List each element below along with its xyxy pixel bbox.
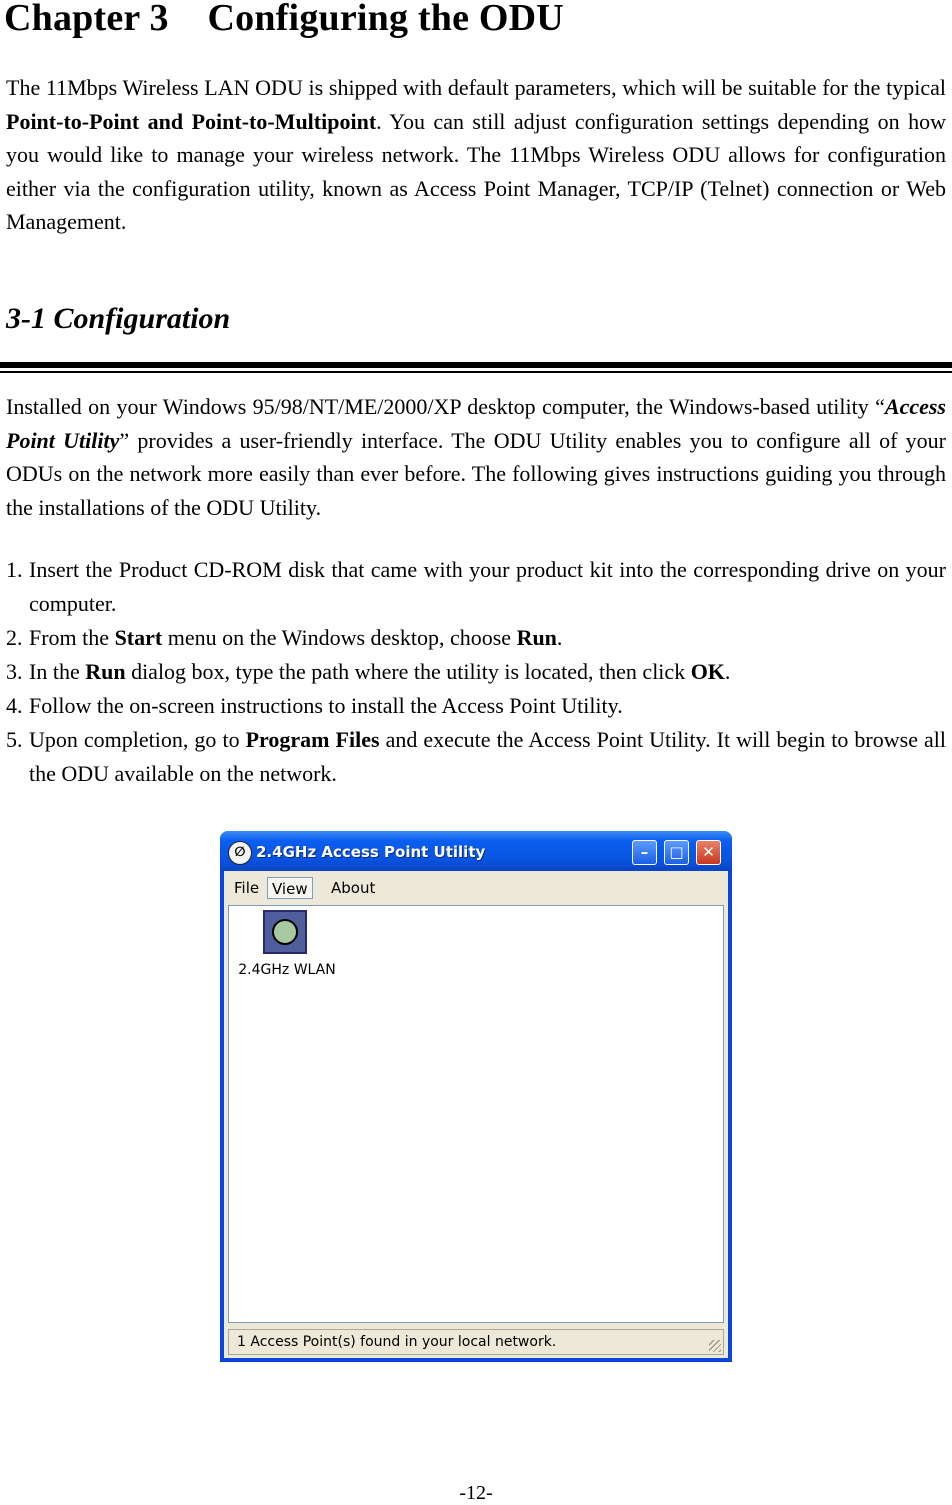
step-text: In the xyxy=(29,659,86,684)
step-text: . xyxy=(556,625,563,650)
step-number: 2. xyxy=(6,625,23,650)
section-heading: 3-1 Configuration xyxy=(6,302,231,335)
status-bar xyxy=(228,1329,724,1355)
resize-grip-icon[interactable] xyxy=(709,1340,721,1352)
step-bold: Run xyxy=(516,625,557,650)
step-text: Follow the on-screen instructions to install the Access Point Utility. xyxy=(29,693,623,718)
step-item xyxy=(6,621,946,655)
menu-about[interactable]: About xyxy=(331,879,376,897)
intro-bold-term: Point-to-Point and Point-to-Multipoint xyxy=(6,108,377,134)
intro-text-2: . You can still adjust configuration settings depending on how you would like to manage your wireless network. The 11Mbps Wireless ODU allows for configuration either via the configuration utility, known as Access Point Manager, TCP/IP (Telnet) connection or Web Management. xyxy=(6,108,946,235)
window-client-area xyxy=(224,871,728,1358)
install-steps-list xyxy=(6,553,946,791)
minimize-button[interactable]: – xyxy=(632,840,657,865)
step-text: From the xyxy=(29,625,115,650)
menu-view[interactable]: View xyxy=(267,877,313,899)
menu-file[interactable]: File xyxy=(234,879,260,897)
step-text: and execute the Access Point Utility. It will begin to browse all the ODU available on the network. xyxy=(29,727,946,786)
step-item xyxy=(6,655,946,689)
section-rule-thin xyxy=(0,371,952,373)
intro-text-1: The 11Mbps Wireless LAN ODU is shipped with default parameters, which will be suitable for the typical xyxy=(6,75,946,100)
access-point-label[interactable]: 2.4GHz WLAN xyxy=(238,962,336,978)
status-text: 1 Access Point(s) found in your local network. xyxy=(237,1334,557,1350)
chapter-number: Chapter 3 xyxy=(4,0,169,39)
step-item xyxy=(6,723,946,791)
step-text: Upon completion, go to xyxy=(29,727,246,752)
menu-bar xyxy=(224,871,728,903)
maximize-button[interactable]: □ xyxy=(664,840,689,865)
step-item xyxy=(6,553,946,621)
step-item xyxy=(6,689,946,723)
chapter-title: Configuring the ODU xyxy=(207,0,564,39)
step-bold: Run xyxy=(85,659,126,684)
step-number: 4. xyxy=(6,693,23,718)
step-number: 1. xyxy=(6,557,23,582)
step-number: 5. xyxy=(6,727,23,752)
utility-name: Access Point Utility xyxy=(6,394,946,453)
step-bold: Program Files xyxy=(245,727,380,752)
step-text: Insert the Product CD-ROM disk that came with your product kit into the corresponding drive on your computer. xyxy=(29,557,946,616)
section-rule-thick xyxy=(0,362,952,368)
install-text-2: ” provides a user-friendly interface. The ODU Utility enables you to configure all of your ODUs on the network more easily than ever before. The following gives instructions guiding you through the installations of the ODU Utility. xyxy=(6,427,946,520)
window-title: 2.4GHz Access Point Utility xyxy=(256,843,486,861)
wlan-device-icon[interactable] xyxy=(263,910,307,954)
access-point-list[interactable] xyxy=(228,905,724,1323)
app-icon: ∅ xyxy=(228,841,252,865)
step-text: dialog box, type the path where the utility is located, then click xyxy=(125,659,691,684)
step-number: 3. xyxy=(6,659,23,684)
step-bold: Start xyxy=(114,625,163,650)
access-point-utility-window xyxy=(220,831,732,1362)
install-paragraph xyxy=(6,390,946,524)
step-bold: OK xyxy=(690,659,725,684)
chapter-heading xyxy=(4,0,564,40)
page-number: -12- xyxy=(459,1482,493,1504)
step-text: . xyxy=(724,659,731,684)
intro-paragraph xyxy=(6,71,946,239)
install-text-1: Installed on your Windows 95/98/NT/ME/2000/XP desktop computer, the Windows-based utility “ xyxy=(6,394,885,419)
access-point-item[interactable] xyxy=(233,910,341,986)
window-titlebar[interactable] xyxy=(220,831,732,871)
step-text: menu on the Windows desktop, choose xyxy=(162,625,517,650)
close-button[interactable]: ✕ xyxy=(696,840,721,865)
